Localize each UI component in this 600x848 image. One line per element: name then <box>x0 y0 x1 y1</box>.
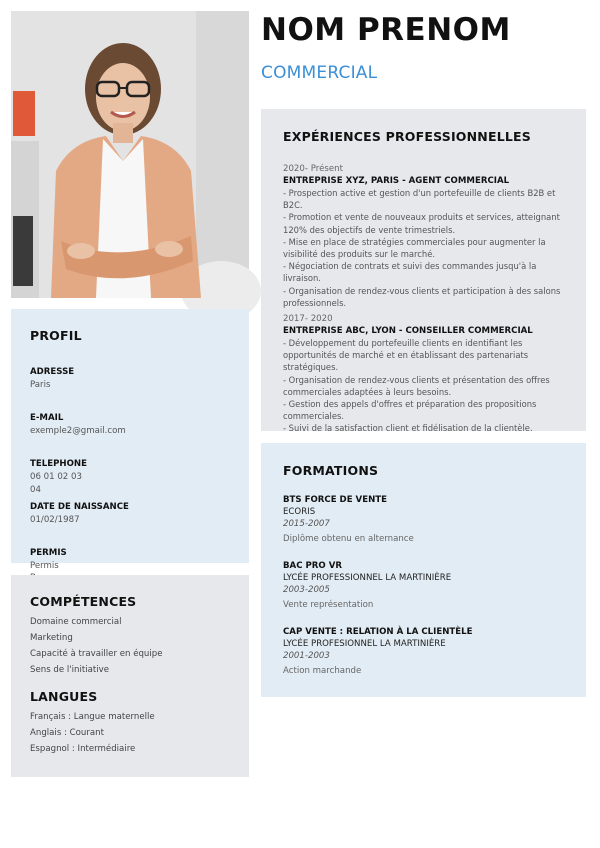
formation-note: Action marchande <box>283 666 362 676</box>
formation-years: 2003-2005 <box>283 585 330 595</box>
formation-years: 2015-2007 <box>283 519 330 529</box>
license-label: PERMIS <box>30 548 67 559</box>
portrait-illustration <box>11 11 249 298</box>
experience-description <box>283 337 564 434</box>
phone-value-continued: 04 <box>30 484 41 495</box>
license-value: Permis <box>30 561 59 572</box>
languages-title: LANGUES <box>30 689 98 704</box>
language-item: Français : Langue maternelle <box>30 712 155 722</box>
experience-line: - Développement du portefeuille clients en identifiant les opportunités de marché et en établissant des partenariats stratégiques. <box>283 338 529 373</box>
formation-item <box>283 627 564 676</box>
formation-school: LYCÉE PROFESIONNEL LA MARTINIÈRE <box>283 639 446 649</box>
experience-line: - Organisation de rendez-vous clients et présentation des offres commerciales adaptées à leurs besoins. <box>283 374 550 397</box>
skill-item: Marketing <box>30 633 73 643</box>
experience-date: 2017- 2020 <box>283 314 333 324</box>
phone-value: 06 01 02 03 <box>30 472 82 483</box>
address-label: ADRESSE <box>30 367 75 377</box>
profile-section <box>11 309 249 572</box>
birthdate-block <box>30 502 230 526</box>
birthdate-label: DATE DE NAISSANCE <box>30 501 129 512</box>
email-value: exemple2@gmail.com <box>30 426 126 437</box>
profile-title: PROFIL <box>30 328 82 343</box>
experience-line: - Suivi de la satisfaction client et fidélisation de la clientèle. <box>283 423 533 434</box>
experience-line: - Promotion et vente de nouveaux produits et services, atteignant 120% des objectifs de vente trimestriels. <box>283 212 560 235</box>
birthdate-value: 01/02/1987 <box>30 514 80 525</box>
experience-description <box>283 187 564 308</box>
formation-degree: BTS FORCE DE VENTE <box>283 495 387 505</box>
profile-photo <box>11 11 249 298</box>
experience-role: ENTREPRISE ABC, LYON - CONSEILLER COMMERCIAL <box>283 326 533 336</box>
skill-item: Sens de l'initiative <box>30 665 109 675</box>
formation-degree: BAC PRO VR <box>283 561 342 571</box>
skill-item: Domaine commercial <box>30 617 122 627</box>
formations-section <box>261 443 586 697</box>
experience-role: ENTREPRISE XYZ, PARIS - AGENT COMMERCIAL <box>283 176 510 186</box>
experience-date: 2020- Présent <box>283 164 343 174</box>
formations-title: FORMATIONS <box>283 463 379 478</box>
job-title: COMMERCIAL <box>261 63 378 83</box>
formation-school: ECORIS <box>283 507 316 517</box>
address-value: Paris <box>30 380 51 390</box>
experience-line: - Mise en place de stratégies commerciales pour augmenter la visibilité des produits sur le marché. <box>283 236 546 260</box>
skills-title: COMPÉTENCES <box>30 594 137 609</box>
formation-school: LYCÉE PROFESSIONNEL LA MARTINIÈRE <box>283 573 452 583</box>
phone-block <box>30 459 230 495</box>
formation-note: Vente représentation <box>283 600 374 610</box>
formation-item <box>283 495 564 544</box>
experience-section <box>261 109 586 434</box>
phone-label: TELEPHONE <box>30 459 87 470</box>
email-block <box>30 413 230 437</box>
experience-line: - Gestion des appels d'offres et préparation des propositions commerciales. <box>283 399 537 422</box>
experience-title: EXPÉRIENCES PROFESSIONNELLES <box>283 129 531 144</box>
address-block <box>30 367 230 391</box>
language-item: Anglais : Courant <box>30 728 104 738</box>
formation-years: 2001-2003 <box>283 651 330 661</box>
email-label: E-MAIL <box>30 413 64 424</box>
experience-line: - Prospection active et gestion d'un portefeuille de clients B2B et B2C. <box>283 188 556 211</box>
language-item: Espagnol : Intermédiaire <box>30 744 136 754</box>
formation-note: Diplôme obtenu en alternance <box>283 534 414 544</box>
experience-line: - Négociation de contrats et suivi des commandes jusqu'à la livraison. <box>283 261 537 284</box>
formation-item <box>283 561 564 610</box>
candidate-name: NOM PRENOM <box>261 12 511 48</box>
skills-section <box>11 575 249 777</box>
skill-item: Capacité à travailler en équipe <box>30 649 163 659</box>
experience-line: - Organisation de rendez-vous clients et participation à des salons professionnels. <box>283 285 561 308</box>
formation-degree: CAP VENTE : RELATION À LA CLIENTÈLE <box>283 627 473 637</box>
